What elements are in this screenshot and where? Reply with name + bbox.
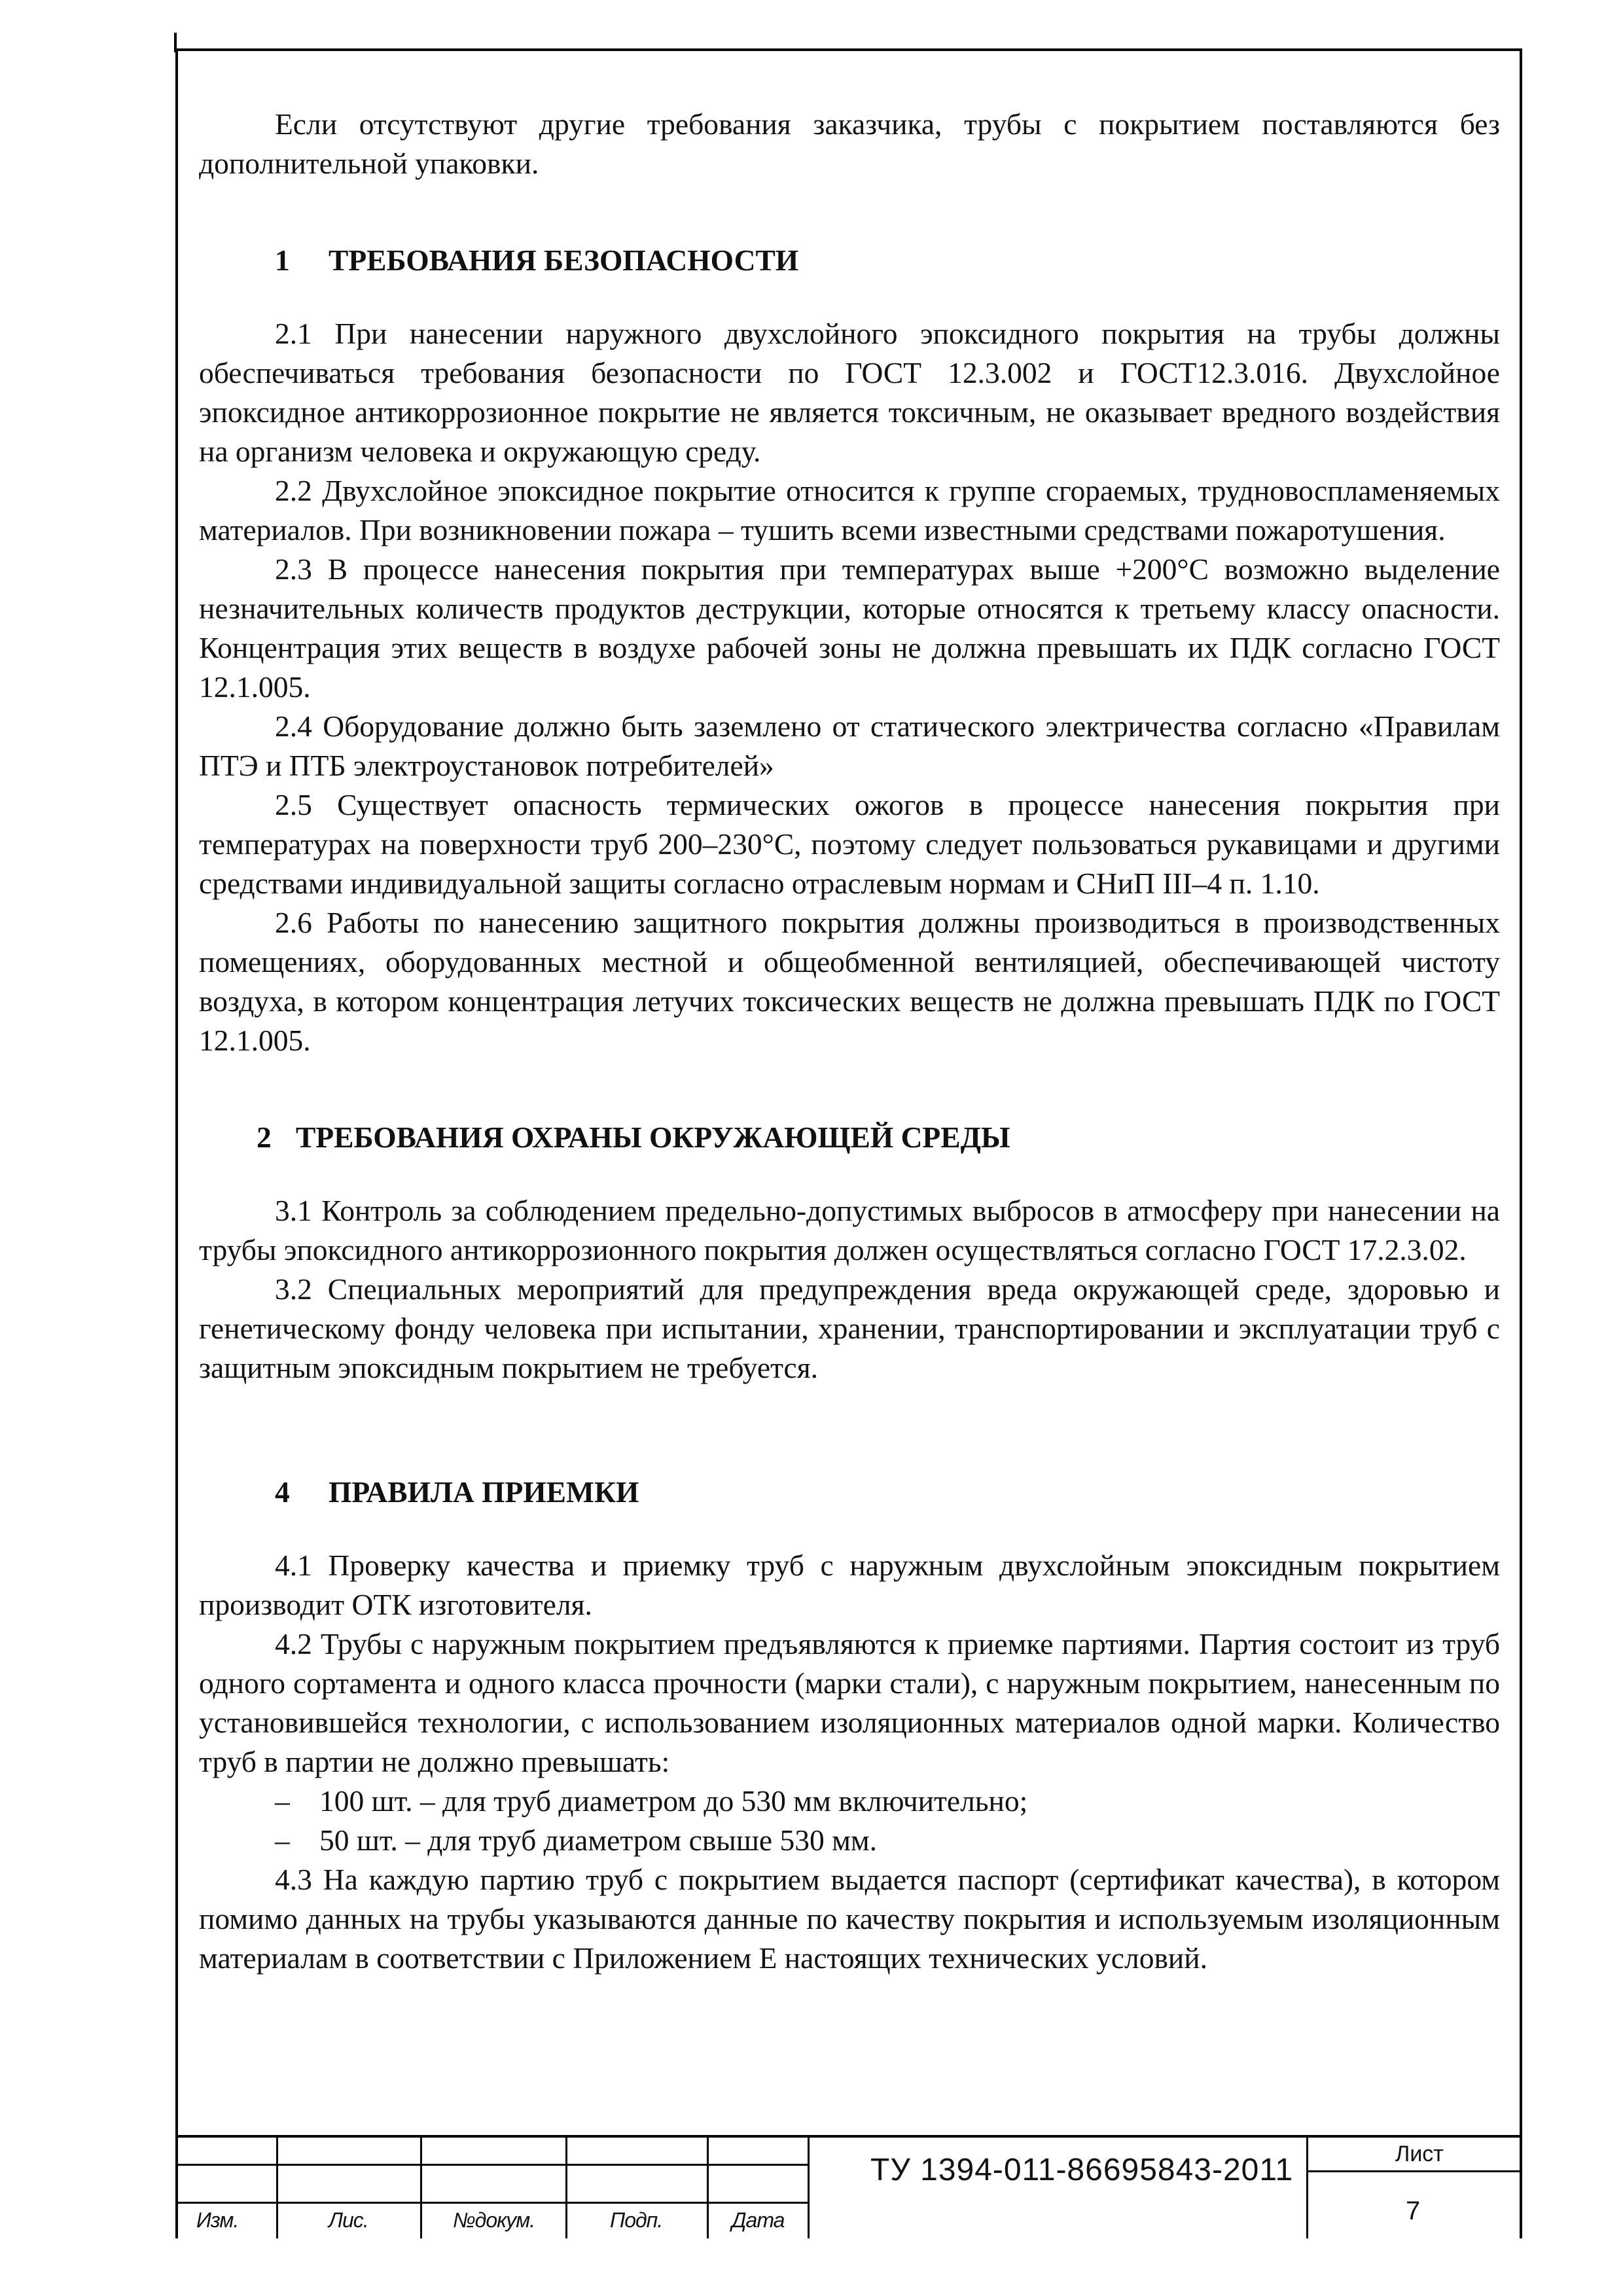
stamp-divider [1306,2138,1308,2238]
paragraph-2-4: 2.4 Оборудование должно быть заземлено от статического электричества согласно «Правилам ПТЭ и ПТБ электроустановок потребителей» [199,709,1500,782]
stamp-divider [420,2138,422,2238]
paragraph-4-1: 4.1 Проверку качества и приемку труб с наружным двухслойным эпоксидным покрытием производит ОТК изготовителя. [199,1549,1500,1621]
stamp-label-lis: Лис. [329,2208,368,2232]
section-2-title: ТРЕБОВАНИЯ ОХРАНЫ ОКРУЖАЮЩЕЙ СРЕДЫ [296,1121,1010,1154]
stamp-divider [808,2138,810,2238]
section-2-number: 2 [257,1121,272,1154]
list-item-text: 100 шт. – для труб диаметром до 530 мм включительно; [319,1784,1028,1818]
stamp-label-izm: Изм. [196,2208,239,2232]
section-4-number: 4 [275,1475,290,1509]
section-1-number: 1 [275,243,290,277]
paragraph-3-1: 3.1 Контроль за соблюдением предельно-допустимых выбросов в атмосферу при нанесении на трубы эпоксидного антикоррозионного покрытия должен осуществляться согласно ГОСТ 17.2.3.02. [199,1194,1500,1266]
page-content [199,105,1500,1978]
dash-marker: – [275,1823,290,1857]
stamp-divider [565,2138,567,2238]
paragraph-2-1: 2.1 При нанесении наружного двухслойного эпоксидного покрытия на трубы должны обеспечиваться требования безопасности по ГОСТ 12.3.002 и ГОСТ12.3.016. Двухслойное эпоксидное антикоррозионное покрытие не является токсичным, не оказывает вредного воздействия на организм человека и окружающую среду. [199,317,1500,468]
section-1-heading [199,241,1500,280]
paragraph-2-2: 2.2 Двухслойное эпоксидное покрытие относится к группе сгораемых, трудновоспламеняемых материалов. При возникновении пожара – тушить всеми известными средствами пожаротушения. [199,474,1500,547]
stamp-row-line [1306,2170,1522,2172]
document-code: ТУ 1394-011-86695843-2011 [870,2153,1294,2187]
list-item [199,1782,1500,1821]
paragraph-2-3: 2.3 В процессе нанесения покрытия при температурах выше +200°С возможно выделение незначительных количеств продуктов деструкции, которые относятся к третьему классу опасности. Концентрация этих веществ в воздухе рабочей зоны не должна превышать их ПДК согласно ГОСТ 12.1.005. [199,552,1500,704]
section-2-heading [199,1118,1500,1157]
title-block-stamp [175,2135,1522,2238]
paragraph-4-2: 4.2 Трубы с наружным покрытием предъявляются к приемке партиями. Партия состоит из труб одного сортамента и одного класса прочности (марки стали), с наружным покрытием, нанесенным по установившейся технологии, с использованием изоляционных материалов одной марки. Количество труб в партии не должно превышать: [199,1627,1500,1778]
list-item-text: 50 шт. – для труб диаметром свыше 530 мм. [319,1823,878,1857]
stamp-label-doc: №докум. [453,2208,535,2232]
paragraph-3-2: 3.2 Специальных мероприятий для предупреждения вреда окружающей среде, здоровью и генетическому фонду человека при испытании, хранении, транспортировании и эксплуатации труб с защитным эпоксидным покрытием не требуется. [199,1272,1500,1384]
section-4-heading [199,1473,1500,1512]
sheet-number: 7 [1406,2197,1421,2225]
stamp-row-line [178,2202,808,2204]
intro-paragraph: Если отсутствуют другие требования заказчика, трубы с покрытием поставляются без дополнительной упаковки. [199,107,1500,180]
stamp-divider [707,2138,709,2238]
list-item [199,1821,1500,1860]
stamp-row-line [178,2164,808,2166]
stamp-label-data: Дата [732,2208,785,2232]
sheet-label: Лист [1395,2142,1444,2166]
stamp-divider [276,2138,278,2238]
section-1-title: ТРЕБОВАНИЯ БЕЗОПАСНОСТИ [329,243,799,277]
paragraph-2-6: 2.6 Работы по нанесению защитного покрытия должны производиться в производственных помещениях, оборудованных местной и общеобменной вентиляцией, обеспечивающей чистоту воздуха, в котором концентрация летучих токсических веществ не должна превышать ПДК по ГОСТ 12.1.005. [199,906,1500,1057]
paragraph-4-3: 4.3 На каждую партию труб с покрытием выдается паспорт (сертификат качества), в котором помимо данных на трубы указываются данные по качеству покрытия и используемым изоляционным материалам в соответствии с Приложением Е настоящих технических условий. [199,1863,1500,1975]
stamp-label-podp: Подп. [610,2208,663,2232]
paragraph-2-5: 2.5 Существует опасность термических ожогов в процессе нанесения покрытия при температурах на поверхности труб 200–230°С, поэтому следует пользоваться рукавицами и другими средствами индивидуальной защиты согласно отраслевым нормам и СНиП III–4 п. 1.10. [199,788,1500,900]
dash-marker: – [275,1784,290,1818]
section-4-title: ПРАВИЛА ПРИЕМКИ [329,1475,639,1509]
